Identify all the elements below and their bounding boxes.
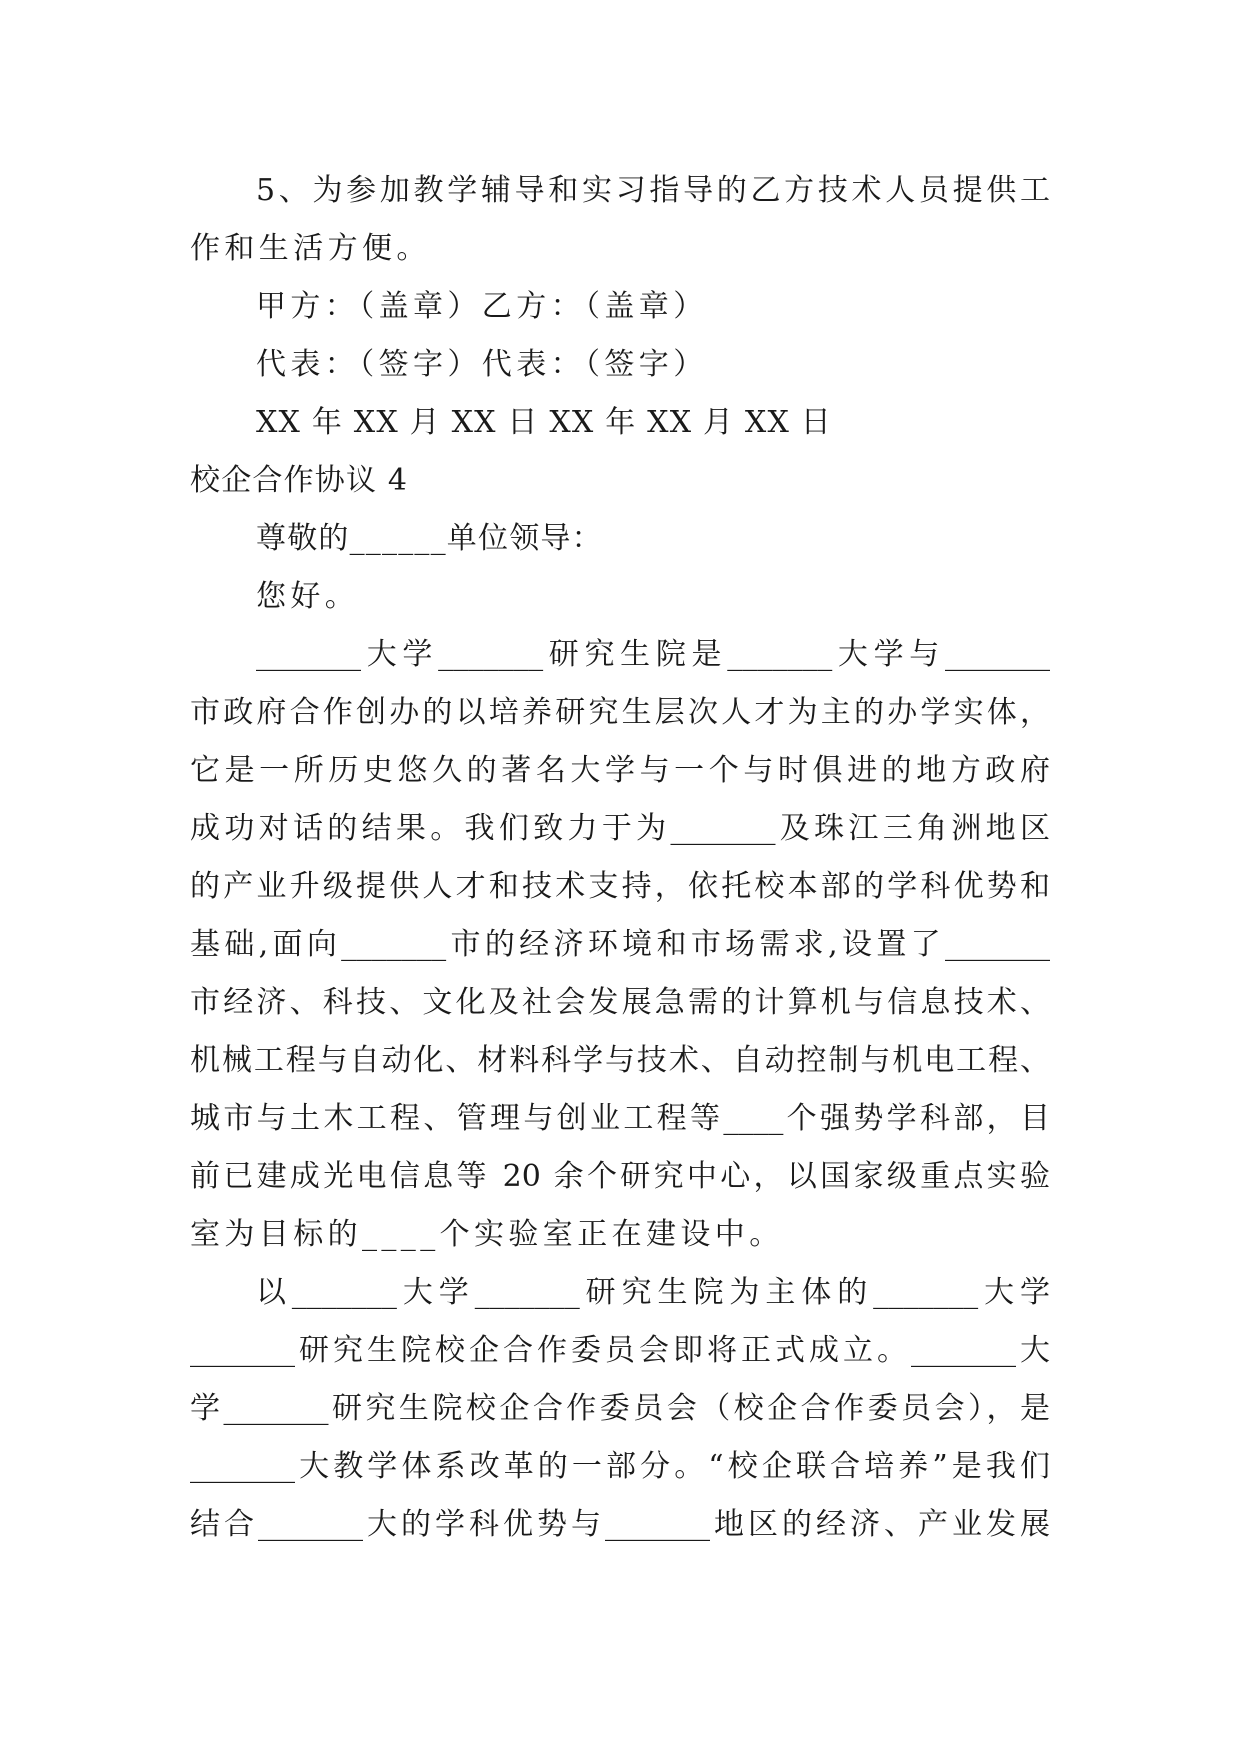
document-page	[190, 162, 1050, 1554]
para1-line: 市经济、科技、文化及社会发展急需的计算机与信息技术、	[190, 985, 1050, 1020]
para1-line: 成功对话的结果。我们致力于为_______及珠江三角洲地区	[190, 811, 1050, 846]
para1-line: 市政府合作创办的以培养研究生层次人才为主的办学实体，	[190, 695, 1050, 730]
section5-line-2: 作和生活方便。	[190, 231, 431, 266]
date-line: XX 年 XX 月 XX 日 XX 年 XX 月 XX 日	[256, 405, 832, 440]
para1-line: 机械工程与自动化、材料科学与技术、自动控制与机电工程、	[190, 1043, 1050, 1078]
para1-line: 的产业升级提供人才和技术支持，依托校本部的学科优势和	[190, 869, 1050, 904]
para1-line: 前已建成光电信息等 20 余个研究中心，以国家级重点实验	[190, 1159, 1050, 1194]
para2-line: 结合_______大的学科优势与_______地区的经济、产业发展	[190, 1507, 1050, 1542]
para1-line: 它是一所历史悠久的著名大学与一个与时俱进的地方政府	[190, 753, 1050, 788]
para1-line: 基础,面向_______市的经济环境和市场需求,设置了_______	[190, 927, 1050, 962]
salutation: 尊敬的______单位领导：	[256, 521, 603, 556]
para1-line: _______大学_______研究生院是_______大学与_______	[256, 637, 1050, 672]
signature-line: 代表：（签字）代表：（签字）	[256, 347, 708, 382]
para1-line: 城市与土木工程、管理与创业工程等____个强势学科部，目	[190, 1101, 1050, 1136]
section5-line-1: 5、为参加教学辅导和实习指导的乙方技术人员提供工	[256, 173, 1050, 208]
seal-line: 甲方：（盖章）乙方：（盖章）	[256, 289, 708, 324]
agreement-title: 校企合作协议 4	[190, 463, 409, 498]
para2-line: 学_______研究生院校企合作委员会（校企合作委员会），是	[190, 1391, 1050, 1426]
para1-line: 室为目标的____个实验室正在建设中。	[190, 1217, 784, 1252]
para2-line: _______研究生院校企合作委员会即将正式成立。_______大	[190, 1333, 1050, 1368]
greeting: 您好。	[256, 579, 360, 614]
para2-line: _______大教学体系改革的一部分。“校企联合培养”是我们	[190, 1449, 1050, 1484]
para2-line: 以_______大学_______研究生院为主体的_______大学	[256, 1275, 1050, 1310]
